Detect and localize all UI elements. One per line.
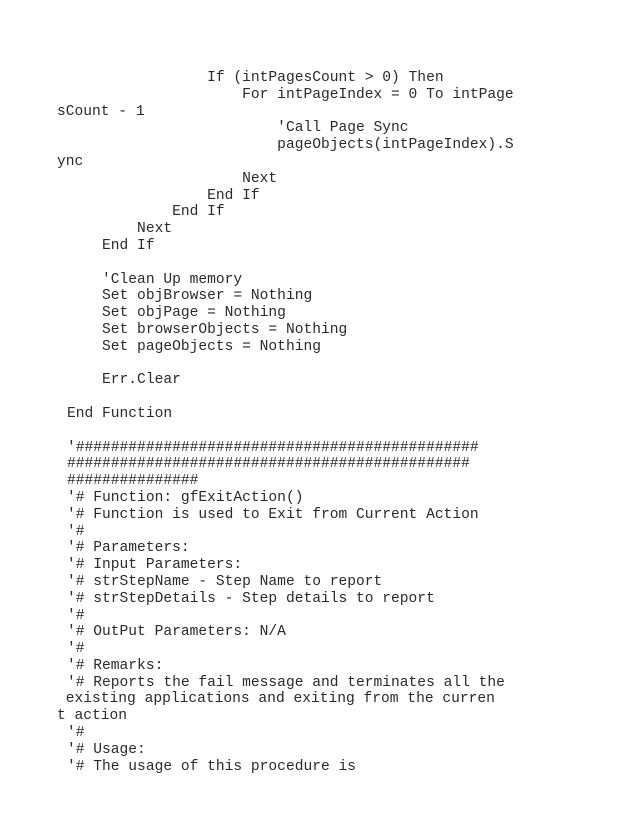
code-line: '# The usage of this procedure is — [67, 758, 357, 775]
code-line: End If — [67, 187, 260, 204]
code-line: existing applications and exiting from the curren — [57, 691, 495, 708]
code-line: End If — [67, 204, 225, 221]
code-line: 'Clean Up memory — [67, 271, 243, 288]
code-line: Set browserObjects = Nothing — [67, 321, 348, 338]
code-line: End If — [67, 237, 155, 254]
code-line: '# Input Parameters: — [67, 557, 243, 574]
code-line: '# strStepName - Step Name to report — [67, 573, 383, 590]
code-line: '# — [67, 607, 85, 624]
code-line: '# Function is used to Exit from Current Action — [67, 506, 479, 523]
code-line: '# Function: gfExitAction() — [67, 489, 304, 506]
code-line — [67, 356, 627, 373]
code-line: '# Parameters: — [67, 540, 190, 557]
code-line: Set objBrowser = Nothing — [67, 288, 313, 305]
code-line: '# Reports the fail message and terminates all the — [67, 674, 505, 691]
code-line — [67, 423, 627, 440]
code-listing — [57, 70, 627, 775]
code-line: pageObjects(intPageIndex).S — [67, 137, 514, 154]
code-line: For intPageIndex = 0 To intPage — [67, 86, 514, 103]
code-line: Set pageObjects = Nothing — [67, 338, 321, 355]
code-line: t action — [57, 708, 128, 725]
code-line: '# — [67, 725, 85, 742]
code-line: ############### — [67, 473, 199, 490]
code-line: '# — [67, 641, 85, 658]
code-line: Next — [67, 221, 173, 238]
code-line: ############################################## — [67, 456, 470, 473]
code-line: Next — [67, 170, 278, 187]
code-line: End Function — [67, 405, 173, 422]
code-line: 'Call Page Sync — [67, 120, 409, 137]
code-line: If (intPagesCount > 0) Then — [67, 70, 444, 86]
code-line: '# Remarks: — [67, 657, 164, 674]
code-line: '# — [67, 523, 85, 540]
code-line — [67, 389, 627, 406]
code-line: '# OutPut Parameters: N/A — [67, 624, 286, 641]
code-line: '############################################## — [67, 439, 479, 456]
code-line: Set objPage = Nothing — [67, 305, 286, 322]
code-line: sCount - 1 — [57, 103, 145, 120]
code-line — [67, 255, 627, 272]
code-line: ync — [57, 153, 84, 170]
code-line: Err.Clear — [67, 372, 181, 389]
code-line: '# strStepDetails - Step details to report — [67, 590, 435, 607]
code-line: '# Usage: — [67, 741, 146, 758]
